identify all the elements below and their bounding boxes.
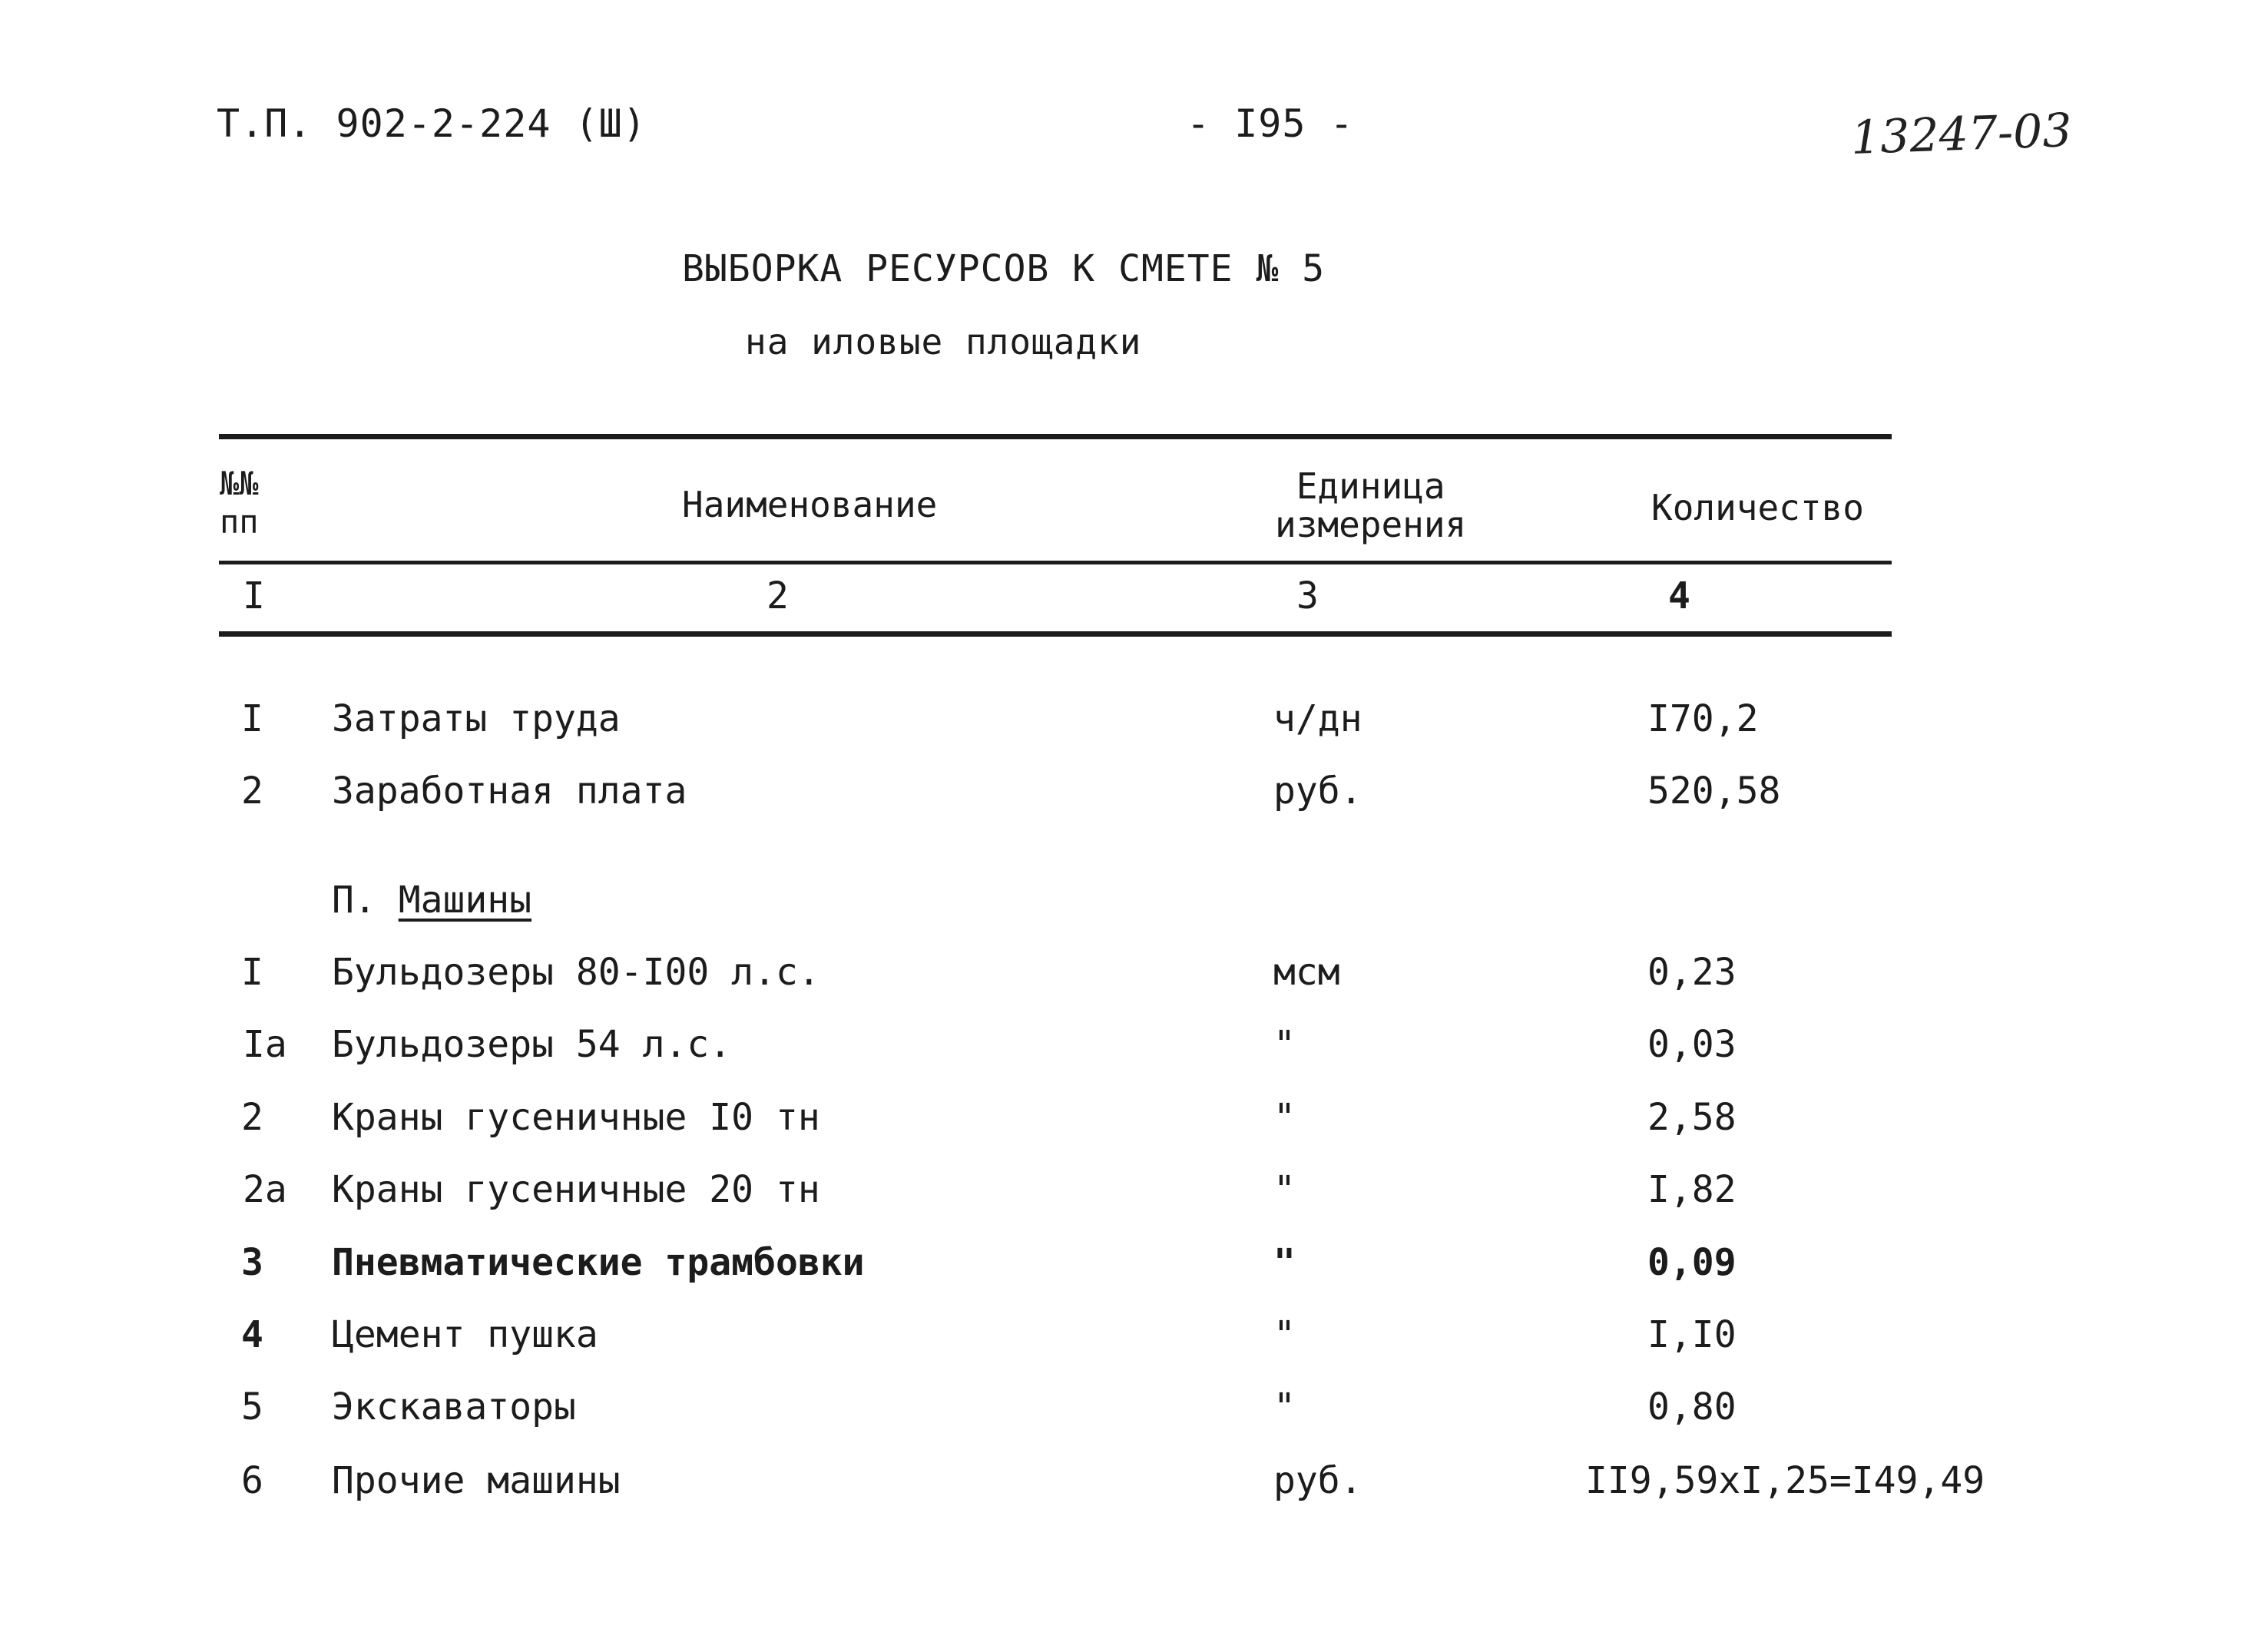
row-quantity: 0,09 [1647,1241,1737,1284]
row-unit: руб. [1273,770,1362,813]
row-number: 3 [241,1241,263,1284]
row-name: Заработная плата [332,770,687,813]
row-unit: " [1273,1313,1296,1356]
row-number: I [241,697,263,740]
row-number: I [241,951,263,994]
row-name: Краны гусеничные 20 тн [332,1168,820,1211]
row-unit: " [1273,1385,1296,1428]
column-header-name: Наименование [682,484,938,525]
page-number: - I95 - [1187,101,1354,146]
row-name: Цемент пушка [332,1313,598,1356]
section-title: Машины [398,879,532,922]
row-name: Бульдозеры 80-I00 л.с. [332,951,820,994]
row-quantity: I70,2 [1647,697,1759,740]
column-header-unit: Единица измерения [1275,465,1467,545]
table-row [0,1385,2268,1432]
column-index-3: 3 [1296,574,1319,617]
row-unit: " [1273,1023,1296,1066]
table-row [0,1241,2268,1287]
row-name: Экскаваторы [332,1385,576,1428]
page-subtitle: на иловые площадки [745,321,1142,362]
table-row [0,1459,2268,1505]
row-number: 4 [241,1313,263,1356]
table-row [0,1023,2268,1069]
row-number: 5 [241,1385,263,1428]
document-code: Т.П. 902-2-224 (Ш) [217,101,647,146]
row-unit: " [1273,1241,1296,1284]
row-number: 2 [241,770,263,813]
column-index-4: 4 [1668,574,1690,617]
column-header-number: №№ пп [220,465,259,541]
table-row [0,770,2268,816]
row-number: 2а [243,1168,287,1211]
table-row [0,1168,2268,1214]
row-unit: " [1273,1168,1296,1211]
row-name: Пневматические трамбовки [332,1241,865,1284]
row-quantity: 0,23 [1647,951,1737,994]
row-unit: руб. [1273,1459,1362,1502]
table-row [0,697,2268,743]
row-name: Краны гусеничные I0 тн [332,1096,820,1139]
section-prefix: П. [332,879,376,922]
row-quantity: 0,03 [1647,1023,1737,1066]
row-name: Прочие машины [332,1459,621,1502]
row-quantity: 520,58 [1647,770,1781,813]
row-number: 2 [241,1096,263,1139]
page-title: ВЫБОРКА РЕСУРСОВ К СМЕТЕ № 5 [682,247,1326,290]
row-unit: мсм [1273,951,1340,994]
handwritten-number: 13247-03 [1849,104,2073,165]
column-index-2: 2 [766,574,789,617]
row-quantity: I,I0 [1647,1313,1737,1356]
row-quantity: 2,58 [1647,1096,1737,1139]
table-row [0,1313,2268,1359]
row-quantity: 0,80 [1647,1385,1737,1428]
row-quantity: I,82 [1647,1168,1737,1211]
row-name: Затраты труда [332,697,621,740]
row-unit: ч/дн [1273,697,1362,740]
row-name: Бульдозеры 54 л.с. [332,1023,732,1066]
row-number: Iа [243,1023,287,1066]
table-index-rule [219,631,1892,637]
section-heading-machines [0,879,2268,925]
table-row [0,951,2268,997]
row-number: 6 [241,1459,263,1502]
table-top-rule [219,434,1892,439]
row-unit: " [1273,1096,1296,1139]
table-row [0,1096,2268,1142]
column-header-quantity: Количество [1651,487,1864,528]
row-quantity: II9,59xI,25=I49,49 [1585,1459,1985,1502]
table-header-rule [219,561,1892,564]
column-index-1: I [243,574,265,617]
